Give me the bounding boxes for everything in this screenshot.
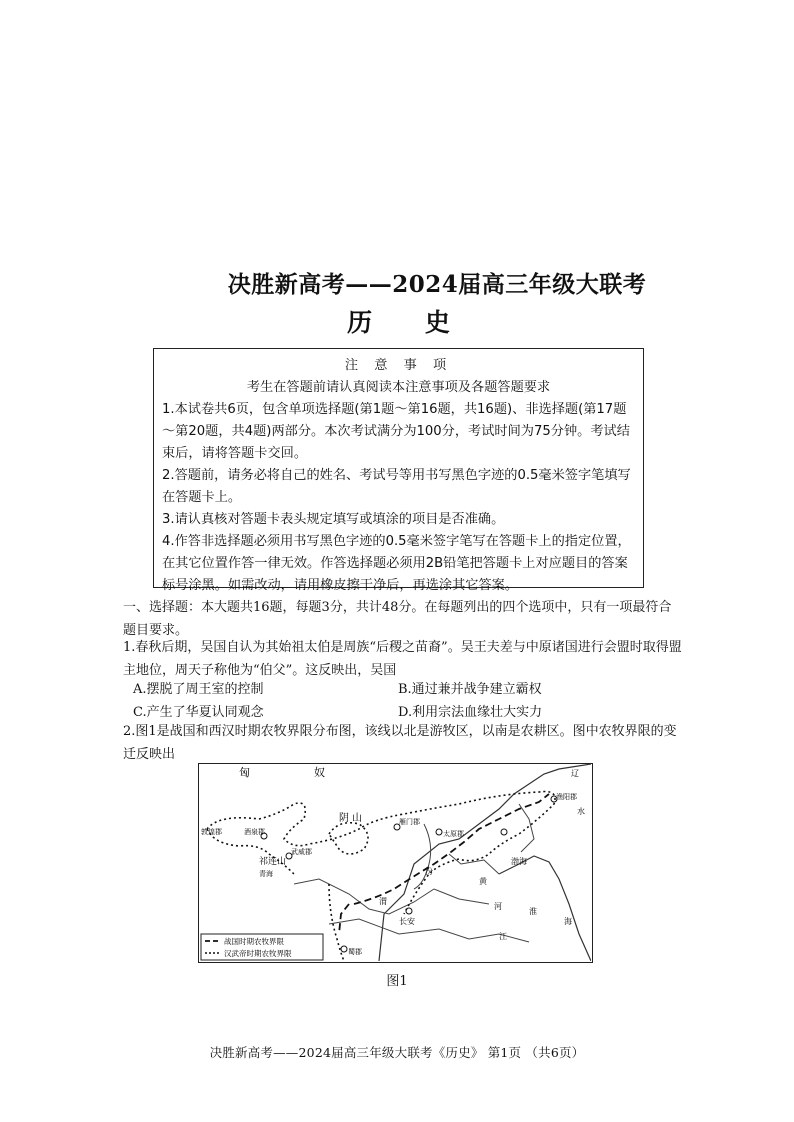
map-label: 雁门郡 [399,818,420,826]
map-label: 汾 [425,867,433,876]
notice-item: 4.作答非选择题必须用书写黑色字迹的0.5毫米签字笔写在答题卡上的指定位置，在其它位置作答一律无效。作答选择题必须用2B铅笔把答题卡上对应题目的答案标号涂黑。如需改动，请用橡皮擦干净后，再选涂其它答案。 [162,534,631,593]
map-label: 匈 [239,766,250,779]
notice-subheading: 考生在答题前请认真阅读本注意事项及各题答题要求 [246,380,551,395]
page-footer: 决胜新高考——2024届高三年级大联考《历史》 第1页 （共6页） [209,1045,585,1060]
city-marker [436,829,442,835]
exam-title: 决胜新高考——2024届高三年级大联考 [227,271,647,298]
section-intro: 一、选择题：本大题共16题，每题3分，共计48分。在每题列出的四个选项中，只有一项最符合题目要求。 [123,600,672,638]
option-a: A.摆脱了周王室的控制 [133,682,264,697]
notice-heading: 注 意 事 项 [344,358,453,373]
map-label: 渭 [379,897,387,906]
map-label: 河 [494,902,502,911]
legend-warring-label: 战国时期农牧界限 [224,937,284,946]
map-label: 淮 [529,907,537,916]
map-label: 渔阳郡 [556,793,577,801]
map-label: 祁连山 [259,857,287,867]
map-label: 渤海 [511,857,527,866]
notice-item: 1.本试卷共6页，包含单项选择题(第1题～第16题，共16题)、非选择题(第17题～第20题，共4题)两部分。本次考试满分为100分，考试时间为75分钟。考试结束后，请将答题卡交回。 [162,402,630,461]
map-label: 海 [564,917,572,926]
map-label: 黄 [479,877,487,886]
map-label: 江 [499,932,507,941]
city-marker [501,829,507,835]
map-label: 太原郡 [443,830,464,838]
map-svg [199,764,591,961]
agro-pastoral-boundary-map [198,763,593,963]
map-label: 辽 [571,769,579,778]
map-label: 水 [577,807,585,816]
map-label: 青海 [259,870,273,878]
question-1-stem: 1.春秋后期，吴国自认为其始祖太伯是周族“后稷之苗裔”。吴王夫差与中原诸国进行会盟时取得盟主地位，周天子称他为“伯父”。这反映出，吴国 [123,640,682,678]
map-label: 奴 [314,766,325,779]
option-d: D.利用宗法血缘壮大实力 [398,705,543,720]
option-c: C.产生了华夏认同观念 [133,705,264,720]
map-label: 武威郡 [291,848,312,856]
city-marker [406,908,412,914]
question-2-stem: 2.图1是战国和西汉时期农牧界限分布图，该线以北是游牧区，以南是农耕区。图中农牧界限的变迁反映出 [123,724,677,762]
map-label: 长安 [399,917,415,926]
notice-item: 3.请认真核对答题卡表头规定填写或填涂的项目是否准确。 [162,512,505,527]
option-b: B.通过兼并战争建立霸权 [398,682,542,697]
notice-box [153,348,644,593]
subject-title: 历 史 [347,308,472,337]
map-label: 蜀郡 [348,948,362,956]
legend-han-label: 汉武帝时期农牧界限 [224,949,292,958]
notice-item: 2.答题前，请务必将自己的姓名、考试号等用书写黑色字迹的0.5毫米签字笔填写在答题卡上。 [162,468,631,505]
map-label: 敦煌郡 [201,828,222,836]
city-marker [341,946,347,952]
question-1-options [133,678,693,724]
figure-caption: 图1 [386,974,408,989]
map-label: 阴 山 [339,813,363,824]
map-label: 酒泉郡 [244,828,265,836]
